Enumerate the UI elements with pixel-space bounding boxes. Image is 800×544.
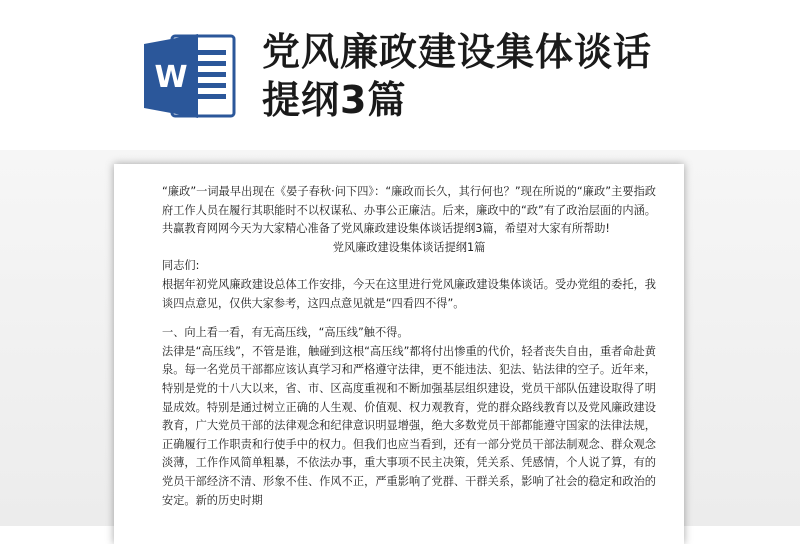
logo-letter: W bbox=[154, 60, 188, 95]
section-title: 党风廉政建设集体谈话提纲1篇 bbox=[332, 240, 486, 254]
intro-paragraph: “廉政”一词最早出现在《晏子春秋·问下四》：“廉政而长久，其行何也？”现在所说的“廉政”主要指政府工作人员在履行其职能时不以权谋私、办事公正廉洁。后来，廉政中的“政”有了政治层面的内涵。共赢教育网网今天为大家精心准备了党风廉政建设集体谈话提纲3篇，希望对大家有所帮助! bbox=[162, 185, 656, 236]
document-page[interactable] bbox=[114, 164, 684, 544]
heading-1: 一、向上看一看，有无高压线，“高压线”触不得。 bbox=[162, 326, 409, 340]
document-body bbox=[162, 183, 656, 510]
spacer bbox=[162, 313, 656, 324]
page-title: 党风廉政建设集体谈话提纲3篇 bbox=[262, 30, 653, 122]
paragraph-1: 根据年初党风廉政建设总体工作安排，今天在这里进行党风廉政建设集体谈话。受办党组的委托，我谈四点意见，仅供大家参考，这四点意见就是“四看四不得”。 bbox=[162, 277, 656, 310]
salutation: 同志们: bbox=[162, 259, 200, 273]
word-document-icon bbox=[142, 32, 238, 120]
paragraph-2: 法律是“高压线”，不管是谁，触碰到这根“高压线”都将付出惨重的代价，轻者丧失自由，重者命赴黄泉。每一名党员干部都应该认真学习和严格遵守法律，更不能违法、犯法、钻法律的空子。近年来，特别是党的十八大以来，省、市、区高度重视和不断加强基层组织建设，党员干部队伍建设取得了明显成效。特别是通过树立正确的人生观、价值观、权力观教育，党的群众路线教育以及党风廉政建设教育，广大党员干部的法律观念和纪律意识明显增强，绝大多数党员干部都能遵守国家的法律法规，正确履行工作职责和行使手中的权力。但我们也应当看到，还有一部分党员干部法制观念、群众观念淡薄，工作作风简单粗暴，不依法办事，重大事项不民主决策，凭关系、凭感情，个人说了算，有的党员干部经济不清、形象不佳、作风不正，严重影响了党群、干群关系，影响了社会的稳定和政治的安定。新的历史时期 bbox=[162, 344, 656, 507]
banner bbox=[0, 0, 800, 150]
